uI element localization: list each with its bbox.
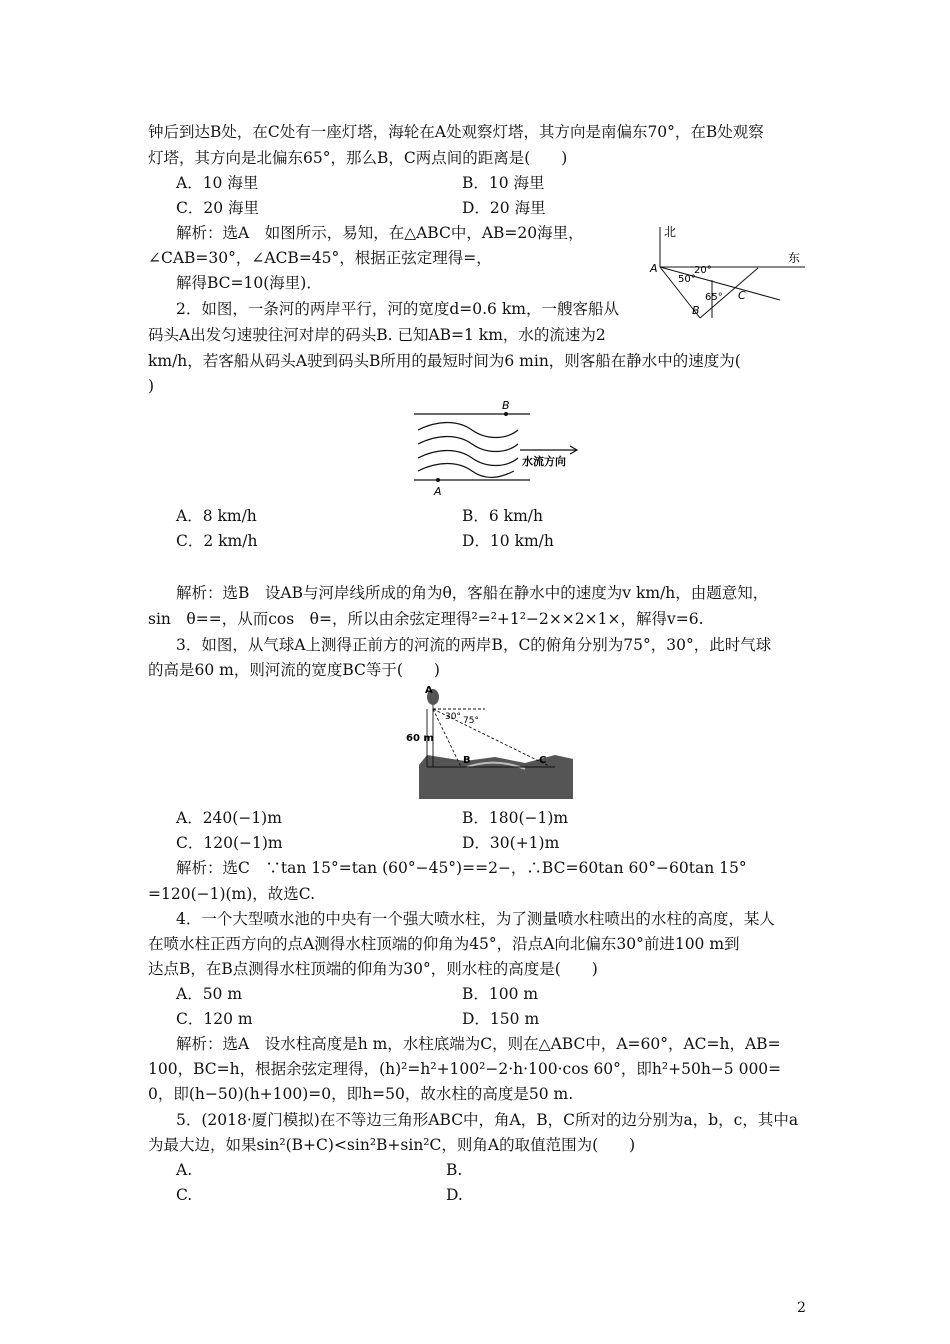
- q5-text-line2: 为最大边，如果sin²(B+C)<sin²B+sin²C，则角A的取值范围为( ): [148, 1136, 636, 1154]
- height-label: 60 m: [406, 733, 434, 744]
- q4-solution-line1: 解析：选A 设水柱高度是h m，水柱底端为C，则在△ABC中，A=60°，AC=h，AB=: [176, 1035, 781, 1053]
- q3-option-c: C．120(−1)m: [176, 834, 283, 852]
- q2-river-figure: [410, 398, 590, 500]
- north-label: 北: [664, 225, 677, 239]
- q4-text-line2: 在喷水柱正西方向的点A测得水柱顶端的仰角为45°，沿点A向北偏东30°前进100 m到: [148, 935, 740, 953]
- q1-text-line1: 钟后到达B处，在C处有一座灯塔，海轮在A处观察灯塔，其方向是南偏东70°，在B处观察: [148, 123, 764, 141]
- q1-text-line2: 灯塔，其方向是北偏东65°，那么B，C两点间的距离是( ): [148, 149, 568, 167]
- q3-solution-line2: =120(−1)(m)，故选C.: [148, 885, 316, 903]
- q3-solution-line1: 解析：选C ∵tan 15°=tan (60°−45°)==2−，∴BC=60tan 60°−60tan 15°: [176, 859, 747, 877]
- point-c-label: C: [738, 289, 746, 302]
- q3-text-line1: 3．如图，从气球A上测得正前方的河流的两岸B，C的俯角分别为75°，30°，此时气球: [176, 636, 772, 654]
- flow-direction-label: 水流方向: [522, 455, 566, 468]
- q3-option-b: B．180(−1)m: [462, 809, 569, 827]
- q2-option-b: B．6 km/h: [462, 507, 543, 525]
- q2-option-a: A．8 km/h: [176, 507, 257, 525]
- q1-solution-line2: ∠CAB=30°，∠ACB=45°，根据正弦定理得=，: [148, 249, 492, 267]
- q5-option-d: D.: [446, 1186, 463, 1204]
- angle-30-label: 30°: [445, 712, 461, 722]
- q3-option-a: A．240(−1)m: [176, 809, 282, 827]
- q1-lighthouse-figure: [640, 222, 810, 324]
- q1-solution-line3: 解得BC=10(海里)．: [176, 274, 322, 292]
- q1-option-a: A．10 海里: [176, 174, 259, 192]
- q1-option-c: C．20 海里: [176, 199, 260, 217]
- q2-solution-line1: 解析：选B 设AB与河岸线所成的角为θ，客船在静水中的速度为v km/h，由题意知，: [176, 584, 769, 602]
- q2-text-line3: km/h，若客船从码头A驶到码头B所用的最短时间为6 min，则客船在静水中的速度为(: [148, 352, 741, 370]
- q4-solution-line2: 100，BC=h，根据余弦定理得，(h)²=h²+100²−2·h·100·cos 60°，即h²+50h−5 000=: [148, 1060, 782, 1078]
- angle-20-label: 20°: [694, 265, 712, 276]
- q3-point-c-label: C: [539, 755, 547, 766]
- q1-option-d: D．20 海里: [462, 199, 546, 217]
- east-label: 东: [788, 251, 801, 265]
- angle-50-label: 50°: [678, 274, 696, 285]
- q2-option-d: D．10 km/h: [462, 532, 554, 550]
- page-number: 2: [797, 1300, 806, 1316]
- q4-option-b: B．100 m: [462, 985, 539, 1003]
- q4-option-c: C．120 m: [176, 1010, 253, 1028]
- q5-option-c: C.: [176, 1186, 193, 1204]
- q2-point-b-label: B: [502, 399, 510, 412]
- q5-option-b: B.: [446, 1161, 463, 1179]
- q2-text-line4: ): [148, 377, 155, 395]
- q3-point-b-label: B: [463, 755, 471, 766]
- q2-text-line1: 2．如图，一条河的两岸平行，河的宽度d=0.6 km，一艘客船从: [176, 300, 619, 318]
- q3-balloon-figure: [405, 683, 575, 801]
- q4-text-line3: 达点B，在B点测得水柱顶端的仰角为30°，则水柱的高度是( ): [148, 960, 598, 978]
- q1-option-b: B．10 海里: [462, 174, 545, 192]
- point-b-label: B: [692, 304, 700, 317]
- q3-text-line2: 的高是60 m，则河流的宽度BC等于( ): [148, 661, 440, 679]
- q1-solution-line1: 解析：选A 如图所示，易知，在△ABC中，AB=20海里，: [176, 224, 584, 242]
- q3-point-a-label: A: [425, 685, 433, 696]
- q5-text-line1: 5．(2018·厦门模拟)在不等边三角形ABC中，角A，B，C所对的边分别为a，b，c，其中a: [176, 1111, 799, 1129]
- q2-point-a-label: A: [434, 485, 442, 498]
- q3-option-d: D．30(+1)m: [462, 834, 560, 852]
- q2-text-line2: 码头A出发匀速驶往河对岸的码头B. 已知AB=1 km，水的流速为2: [148, 326, 606, 344]
- q4-solution-line3: 0，即(h−50)(h+100)=0，即h=50，故水柱的高度是50 m.: [148, 1085, 574, 1103]
- angle-75-label: 75°: [463, 716, 479, 726]
- q4-option-a: A．50 m: [176, 985, 243, 1003]
- q2-solution-line2: sin θ==，从而cos θ=，所以由余弦定理得²=²+1²−2××2×1×，解得v=6.: [148, 610, 704, 628]
- q4-text-line1: 4．一个大型喷水池的中央有一个强大喷水柱，为了测量喷水柱喷出的水柱的高度，某人: [176, 910, 775, 928]
- q4-option-d: D．150 m: [462, 1010, 540, 1028]
- q2-option-c: C．2 km/h: [176, 532, 258, 550]
- point-a-label: A: [650, 262, 658, 275]
- q5-option-a: A.: [176, 1161, 193, 1179]
- angle-65-label: 65°: [705, 292, 723, 303]
